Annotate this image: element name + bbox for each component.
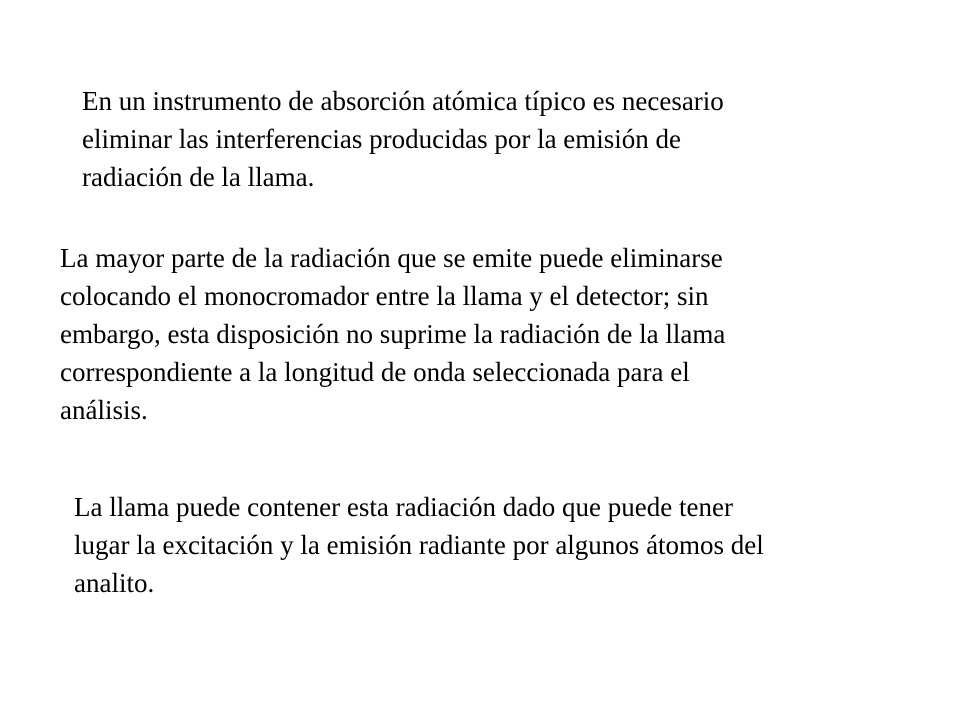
text-line: analito. — [74, 568, 155, 598]
paragraph-flame-radiation — [74, 488, 764, 602]
text-line: La llama puede contener esta radiación dado que puede tener — [74, 492, 733, 522]
paragraph-interferences — [82, 82, 724, 196]
text-line: La mayor parte de la radiación que se emite puede eliminarse — [60, 243, 723, 273]
text-line: radiación de la llama. — [82, 162, 315, 192]
text-line: correspondiente a la longitud de onda seleccionada para el — [60, 357, 690, 387]
text-line: eliminar las interferencias producidas por la emisión de — [82, 124, 682, 154]
paragraph-monochromator — [60, 239, 725, 429]
text-line: En un instrumento de absorción atómica típico es necesario — [82, 86, 724, 116]
text-line: embargo, esta disposición no suprime la radiación de la llama — [60, 319, 726, 349]
text-line: lugar la excitación y la emisión radiante por algunos átomos del — [74, 530, 764, 560]
text-line: colocando el monocromador entre la llama y el detector; sin — [60, 281, 709, 311]
text-line: análisis. — [60, 395, 148, 425]
